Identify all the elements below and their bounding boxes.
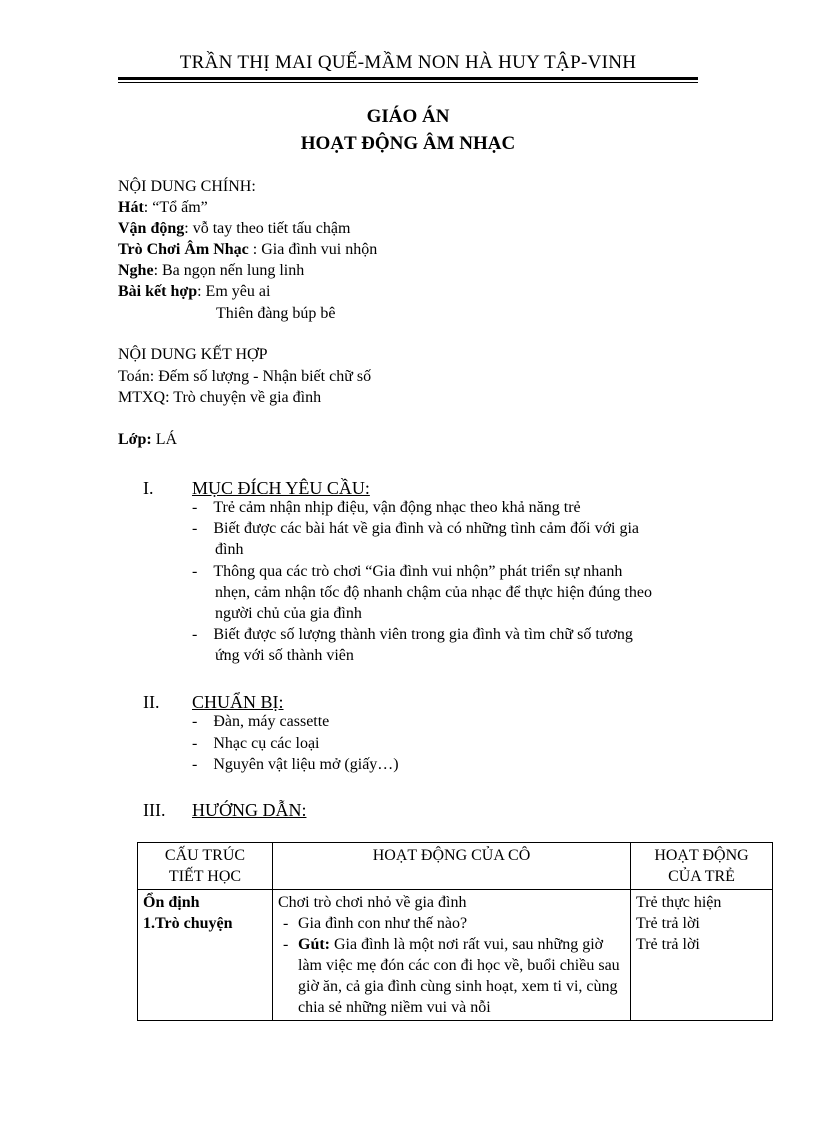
main-item-listen: Nghe: Ba ngọn nến lung linh	[118, 262, 305, 279]
doc-title: GIÁO ÁN	[366, 106, 450, 127]
section1-item: - Trẻ cảm nhận nhịp điệu, vận động nhạc theo khả năng trẻ	[192, 499, 581, 516]
section2-item: - Nguyên vật liệu mở (giấy…)	[192, 756, 399, 773]
section3-number: III.	[143, 800, 166, 820]
section3-title: HƯỚNG DẪN:	[192, 800, 307, 820]
main-item-movement: Vận động: vỗ tay theo tiết tấu chậm	[118, 220, 351, 237]
main-item-combined-song: Bài kết hợp: Em yêu ai	[118, 283, 271, 300]
page-header: TRẦN THỊ MAI QUẾ-MẦM NON HÀ HUY TẬP-VINH	[179, 52, 637, 73]
main-content-heading: NỘI DUNG CHÍNH:	[118, 178, 256, 195]
table-list-item: - Gút: Gia đình là một nơi rất vui, sau những giờ làm việc mẹ đón các con đi học về, buổi chiều sau giờ ăn, cả gia đình cùng sinh hoạt, xem ti vi, cùng chia sẻ những niềm vui và nỗi	[283, 936, 620, 1016]
section1-item-cont: đình	[215, 541, 244, 558]
header-rule-thin	[118, 82, 698, 83]
table-header-children: HOẠT ĐỘNG CỦA TRẺ	[631, 843, 773, 890]
section1-item-cont: người chủ của gia đình	[215, 605, 362, 622]
section1-item-cont: ứng với số thành viên	[215, 647, 354, 664]
header-rule-thick	[118, 77, 698, 80]
section1-title: MỤC ĐÍCH YÊU CẦU:	[192, 478, 370, 498]
table-cell-teacher: Chơi trò chơi nhỏ về gia đình - Gia đình con như thế nào? - Gút: Gia đình là một nơi rất vui, sau những giờ làm việc mẹ đón các con đi học về, buổi chiều sau giờ ăn, cả gia đình cùng sinh hoạt, xem ti vi, cùng chia sẻ những niềm vui và nỗi	[273, 890, 631, 1021]
section1-item: - Biết được các bài hát về gia đình và có những tình cảm đối với gia	[192, 520, 640, 537]
section1-number: I.	[143, 478, 154, 498]
table-cell-children: Trẻ thực hiện Trẻ trả lời Trẻ trả lời	[631, 890, 773, 1021]
table-header-structure: CẤU TRÚC TIẾT HỌC	[138, 843, 273, 890]
main-item-extra-song: Thiên đàng búp bê	[216, 305, 336, 322]
section2-item: - Nhạc cụ các loại	[192, 735, 320, 752]
table-row	[138, 890, 773, 1021]
section2-title: CHUẨN BỊ:	[192, 692, 284, 712]
section2-item: - Đàn, máy cassette	[192, 713, 330, 730]
table-header-teacher: HOẠT ĐỘNG CỦA CÔ	[273, 843, 631, 890]
grade-line: Lớp: LÁ	[118, 431, 178, 448]
combined-line-env: MTXQ: Trò chuyện về gia đình	[118, 389, 322, 406]
section1-item-cont: nhẹn, cảm nhận tốc độ nhanh chậm của nhạc để thực hiện đúng theo	[215, 584, 652, 601]
main-item-game: Trò Chơi Âm Nhạc : Gia đình vui nhộn	[118, 241, 378, 258]
doc-subtitle: HOẠT ĐỘNG ÂM NHẠC	[300, 133, 516, 154]
combined-content-heading: NỘI DUNG KẾT HỢP	[118, 346, 268, 363]
table-cell-structure: Ổn định 1.Trò chuyện	[138, 890, 273, 1021]
lesson-table	[137, 842, 773, 1021]
table-list-item: - Gia đình con như thế nào?	[283, 915, 468, 932]
section2-number: II.	[143, 692, 160, 712]
section1-item: - Thông qua các trò chơi “Gia đình vui nhộn” phát triển sự nhanh	[192, 563, 623, 580]
combined-line-math: Toán: Đếm số lượng - Nhận biết chữ số	[118, 368, 372, 385]
table-header-row	[138, 843, 773, 890]
section1-item: - Biết được số lượng thành viên trong gia đình và tìm chữ số tương	[192, 626, 633, 643]
main-item-song: Hát: “Tổ ấm”	[118, 199, 208, 216]
